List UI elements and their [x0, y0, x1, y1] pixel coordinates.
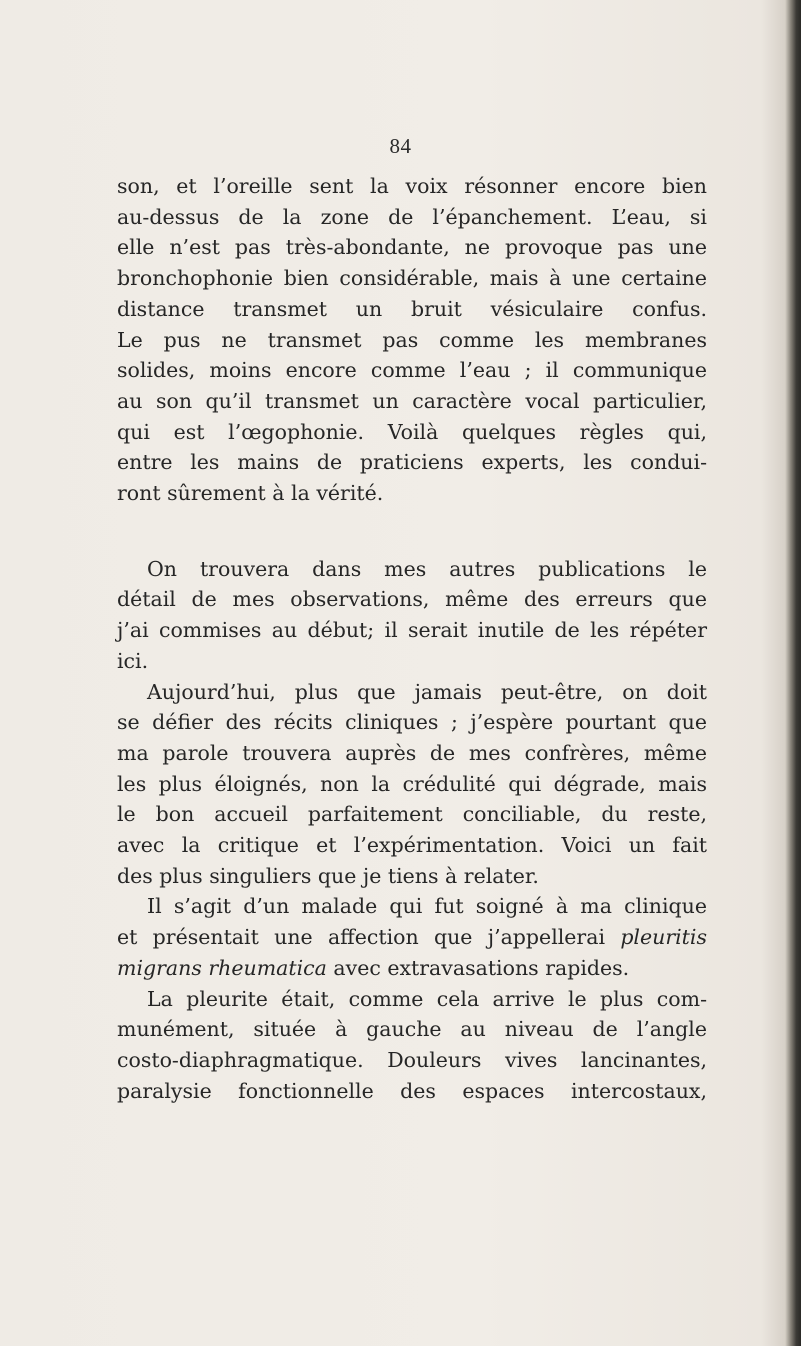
text-line: ici. [117, 648, 149, 673]
text-line: avec la critique et l’expérimentation. Voici un fait [117, 833, 707, 858]
text-line: son, et l’oreille sent la voix résonner encore bien [117, 174, 707, 198]
text-line: au-dessus de la zone de l’épanchement. L’eau, si [117, 204, 707, 229]
text-line: La pleurite était, comme cela arrive le plus com- [147, 986, 707, 1011]
text-line: bronchophonie bien considérable, mais à une certaine [117, 266, 707, 291]
page-edge-shadow [785, 0, 801, 1346]
text-line: détail de mes observations, même des erreurs que [117, 587, 707, 612]
text-line: entre les mains de praticiens experts, les condui- [117, 450, 707, 475]
text-line: On trouvera dans mes autres publications le [147, 556, 707, 581]
text-line: Le pus ne transmet pas comme les membranes [117, 327, 707, 352]
text-line: se défier des récits cliniques ; j’espère pourtant que [117, 710, 707, 735]
text-line: distance transmet un bruit vésiculaire confus. [117, 296, 707, 321]
text-line: Aujourd’hui, plus que jamais peut-être, on doit [147, 679, 707, 704]
text-segment: avec extravasations rapides. [326, 955, 630, 980]
text-line: solides, moins encore comme l’eau ; il communique [117, 358, 707, 383]
text-line: des plus singuliers que je tiens à relater. [117, 863, 539, 888]
body-text [117, 171, 707, 1106]
paragraph-gap [117, 509, 707, 554]
text-line: elle n’est pas très-abondante, ne provoque pas une [117, 235, 707, 260]
text-line: munément, située à gauche au niveau de l’angle [117, 1017, 707, 1042]
text-line: paralysie fonctionnelle des espaces intercostaux, [117, 1078, 707, 1103]
italic-term: migrans rheumatica [117, 955, 327, 980]
text-line: les plus éloignés, non la crédulité qui dégrade, mais [117, 771, 707, 796]
text-line: ma parole trouvera auprès de mes confrères, même [117, 740, 707, 765]
text-segment: et présentait une affection que j’appellerai [117, 925, 621, 950]
text-line: qui est l’œgophonie. Voilà quelques règles qui, [117, 419, 707, 444]
text-line: j’ai commises au début; il serait inutile de les répéter [117, 618, 707, 643]
text-line [117, 953, 707, 984]
text-line: le bon accueil parfaitement conciliable, du reste, [117, 802, 707, 827]
text-line: costo-diaphragmatique. Douleurs vives lancinantes, [117, 1047, 707, 1072]
page-number: 84 [389, 134, 412, 158]
italic-term: pleuritis [620, 925, 707, 950]
text-line [117, 922, 707, 953]
text-line: Il s’agit d’un malade qui fut soigné à ma clinique [147, 894, 707, 919]
text-line: au son qu’il transmet un caractère vocal particulier, [117, 388, 707, 413]
text-line: ront sûrement à la vérité. [117, 481, 384, 506]
